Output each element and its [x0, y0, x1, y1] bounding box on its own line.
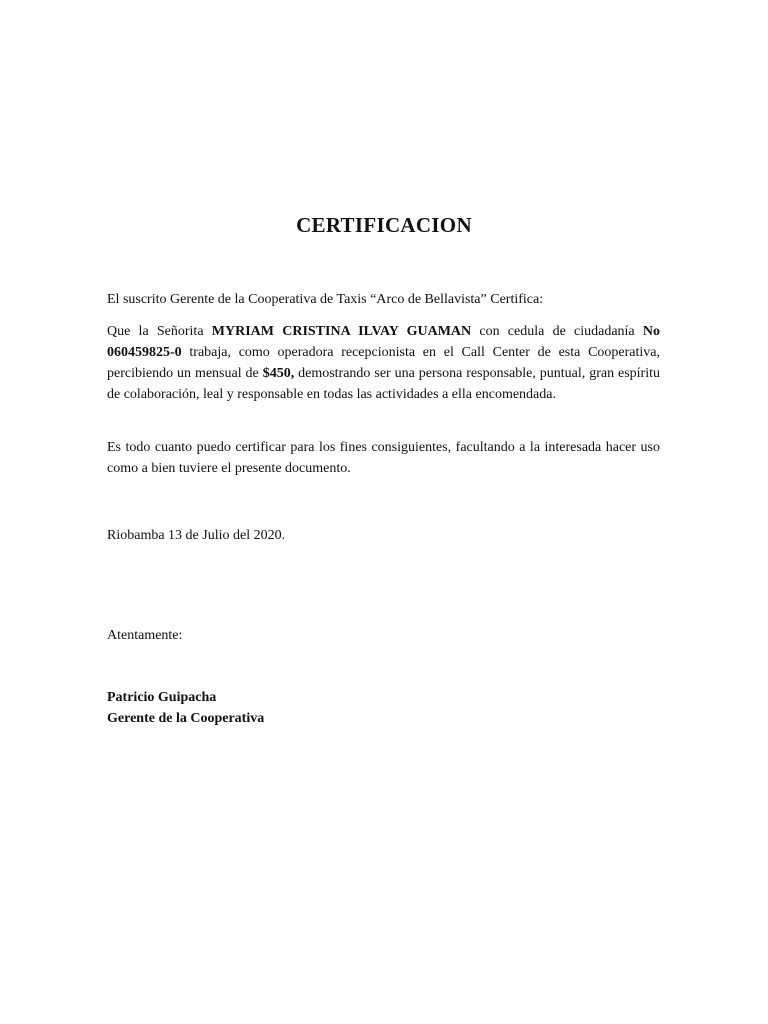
- signatory-name: Patricio Guipacha: [107, 690, 217, 705]
- para1-prefix: Que la Señorita: [107, 324, 212, 339]
- signatory-role: Gerente de la Cooperativa: [107, 711, 265, 726]
- certification-paragraph: [107, 321, 660, 405]
- intro-paragraph: El suscrito Gerente de la Cooperativa de Taxis “Arco de Bellavista” Certifica:: [107, 292, 544, 307]
- document-title: CERTIFICACION: [296, 213, 472, 237]
- closing-line: Atentamente:: [107, 628, 183, 643]
- employee-name: MYRIAM CRISTINA ILVAY GUAMAN: [211, 324, 472, 339]
- salary-amount: $450,: [262, 366, 295, 381]
- para1-suffix: demostrando ser una persona responsable, puntual, gran espíritu de colaboración, leal y responsable en todas las actividades a ella encomendada.: [107, 366, 660, 402]
- date-line: Riobamba 13 de Julio del 2020.: [107, 528, 286, 543]
- id-number: No 060459825-0: [107, 324, 661, 360]
- para1-mid1: con cedula de ciudadanía: [471, 324, 643, 339]
- para1-mid2: trabaja, como operadora recepcionista en el Call Center de esta Cooperativa, percibiendo un mensual de: [107, 345, 660, 381]
- usage-paragraph: Es todo cuanto puedo certificar para los fines consiguientes, facultando a la interesada hacer uso como a bien tuviere el presente documento.: [107, 440, 660, 476]
